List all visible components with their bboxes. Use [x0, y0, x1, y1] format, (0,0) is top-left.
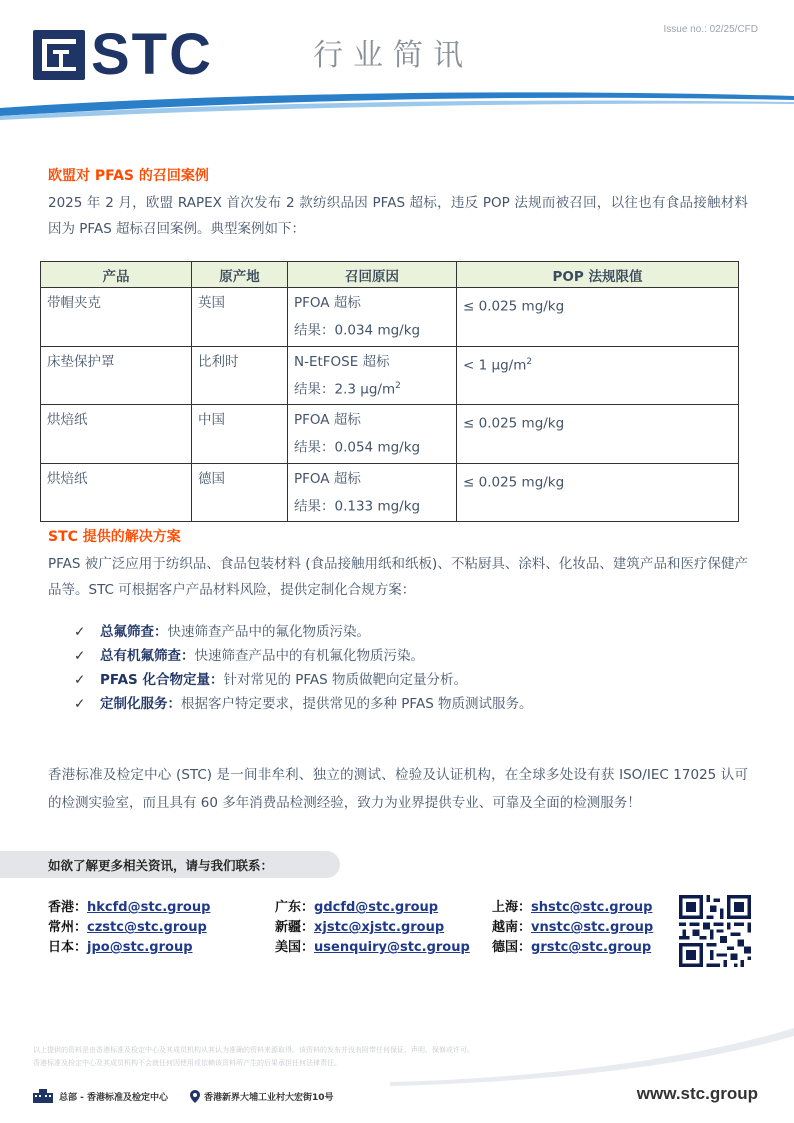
qr-code-icon[interactable]: [679, 895, 751, 967]
cell-limit: ≤ 0.025 mg/kg: [457, 288, 739, 347]
contact-label: 广东：: [275, 900, 315, 915]
email-link-vn[interactable]: vnstc@stc.group: [531, 920, 654, 935]
hq-label: 总部 - 香港标准及检定中心: [59, 1092, 169, 1103]
cell-product: 带帽夹克: [41, 288, 192, 347]
contact-label: 香港：: [48, 900, 88, 915]
cell-reason: [288, 463, 457, 522]
header-swoosh-decoration: [0, 86, 794, 126]
footer-address: [33, 1089, 334, 1103]
recall-table: [40, 261, 739, 522]
email-link-hk[interactable]: hkcfd@stc.group: [87, 900, 211, 915]
building-icon: [33, 1089, 53, 1103]
list-item: ✓ PFAS 化合物定量： 针对常见的 PFAS 物质做靶向定量分析。: [74, 668, 533, 692]
result-text: 结果：2.3 $\mu g/m^2$: [294, 380, 401, 397]
address-text: 香港新界大埔工业村大宏街10号: [204, 1092, 334, 1103]
contact-label: 上海：: [492, 900, 532, 915]
location-pin-icon: [190, 1090, 200, 1103]
email-link-gd[interactable]: gdcfd@stc.group: [314, 900, 439, 915]
recall-intro: 2025 年 2 月，欧盟 RAPEX 首次发布 2 款纺织品因 PFAS 超标，违反 POP 法规而被召回，以往也有食品接触材料因为 PFAS 超标召回案例。典型案例如下：: [48, 195, 748, 237]
email-link-de[interactable]: grstc@stc.group: [531, 940, 652, 955]
check-icon: ✓: [74, 672, 86, 688]
solutions-intro: PFAS 被广泛应用于纺织品、食品包装材料 (食品接触用纸和纸板)、不粘厨具、涂料、化妆品、建筑产品和医疗保健产品等。STC 可根据客户产品材料风险，提供定制化合规方案：: [48, 556, 748, 598]
contact-label: 新疆：: [275, 920, 315, 935]
email-link-jp[interactable]: jpo@stc.group: [87, 940, 193, 955]
reason-text: N-EtFOSE 超标: [294, 353, 390, 370]
about-stc: 香港标准及检定中心 (STC) 是一间非牟利、独立的测试、检验及认证机构，在全球多处设有获 ISO/IEC 17025 认可的检测实验室，而且具有 60 多年消费品检测经验，致力为业界提供专业、可靠及全面的检测服务！: [48, 767, 748, 811]
cell-origin: 德国: [192, 463, 288, 522]
cell-product: 烘焙纸: [41, 405, 192, 464]
contact-grid: [48, 898, 653, 958]
table-row: [41, 288, 739, 347]
table-header-limit: POP 法规限值: [457, 262, 739, 288]
contact-label: 德国：: [492, 940, 532, 955]
cell-reason: [288, 405, 457, 464]
reason-text: PFOA 超标: [294, 295, 361, 311]
stc-logo: [33, 22, 213, 87]
contact-label: 日本：: [48, 940, 88, 955]
list-item: ✓ 总氟筛查： 快速筛查产品中的氟化物质污染。: [74, 620, 533, 644]
cell-reason: [288, 346, 457, 405]
email-link-us[interactable]: usenquiry@stc.group: [314, 940, 470, 955]
check-icon: ✓: [74, 648, 86, 664]
reason-text: PFOA 超标: [294, 470, 361, 487]
email-link-xj[interactable]: xjstc@xjstc.group: [314, 920, 445, 935]
cell-product: 烘焙纸: [41, 463, 192, 522]
website-link[interactable]: www.stc.group: [636, 1084, 758, 1103]
section-title-solutions: STC 提供的解决方案: [48, 529, 181, 545]
page-title: 行业简讯: [313, 38, 473, 73]
table-row: [41, 463, 739, 522]
result-text: 结果：0.054 mg/kg: [294, 439, 421, 456]
cell-origin: 英国: [192, 288, 288, 347]
table-row: [41, 346, 739, 405]
contact-label: 美国：: [275, 940, 315, 955]
table-header-row: [41, 262, 739, 288]
section-title-recall: 欧盟对 PFAS 的召回案例: [48, 168, 209, 184]
reason-text: PFOA 超标: [294, 412, 361, 428]
cell-origin: 中国: [192, 405, 288, 464]
disclaimer: 以上提供的资料是由香港标准及检定中心及其成员机构从其认为准确的资料来源取得。该资料的发布并没有附带任何保证、声明、保修或许可。 香港标准及检定中心及其成员机构不会就任何因使用或依赖该资料所产生的后果承担任何法律责任。: [33, 1046, 474, 1067]
cell-limit: ≤ 0.025 mg/kg: [457, 405, 739, 464]
cell-product: 床垫保护罩: [41, 346, 192, 405]
logo-text: STC: [91, 22, 213, 87]
table-header-origin: 原产地: [192, 262, 288, 288]
list-item: ✓ 定制化服务： 根据客户特定要求，提供常见的多种 PFAS 物质测试服务。: [74, 692, 533, 716]
contact-label: 越南：: [492, 920, 532, 935]
stc-logo-mark-icon: [33, 30, 85, 80]
contact-heading-bar: [0, 851, 340, 878]
cell-reason: [288, 288, 457, 347]
result-text: 结果：0.133 mg/kg: [294, 498, 421, 514]
cell-limit: ≤ 0.025 mg/kg: [457, 463, 739, 522]
email-link-sh[interactable]: shstc@stc.group: [531, 900, 653, 915]
list-item: ✓ 总有机氟筛查： 快速筛查产品中的有机氟化物质污染。: [74, 644, 533, 668]
result-text: 结果：0.034 mg/kg: [294, 322, 421, 339]
cell-limit: < 1 $\mu g/m^2$: [457, 346, 739, 405]
service-list: [74, 620, 533, 716]
contact-heading: 如欲了解更多相关资讯，请与我们联系：: [48, 858, 274, 873]
email-link-cz[interactable]: czstc@stc.group: [87, 920, 207, 935]
cell-origin: 比利时: [192, 346, 288, 405]
issue-number: Issue no.: 02/25/CFD: [663, 24, 758, 35]
contact-label: 常州：: [48, 920, 88, 935]
check-icon: ✓: [74, 624, 86, 640]
table-row: [41, 405, 739, 464]
table-header-reason: 召回原因: [288, 262, 457, 288]
check-icon: ✓: [74, 696, 86, 712]
table-header-product: 产品: [41, 262, 192, 288]
